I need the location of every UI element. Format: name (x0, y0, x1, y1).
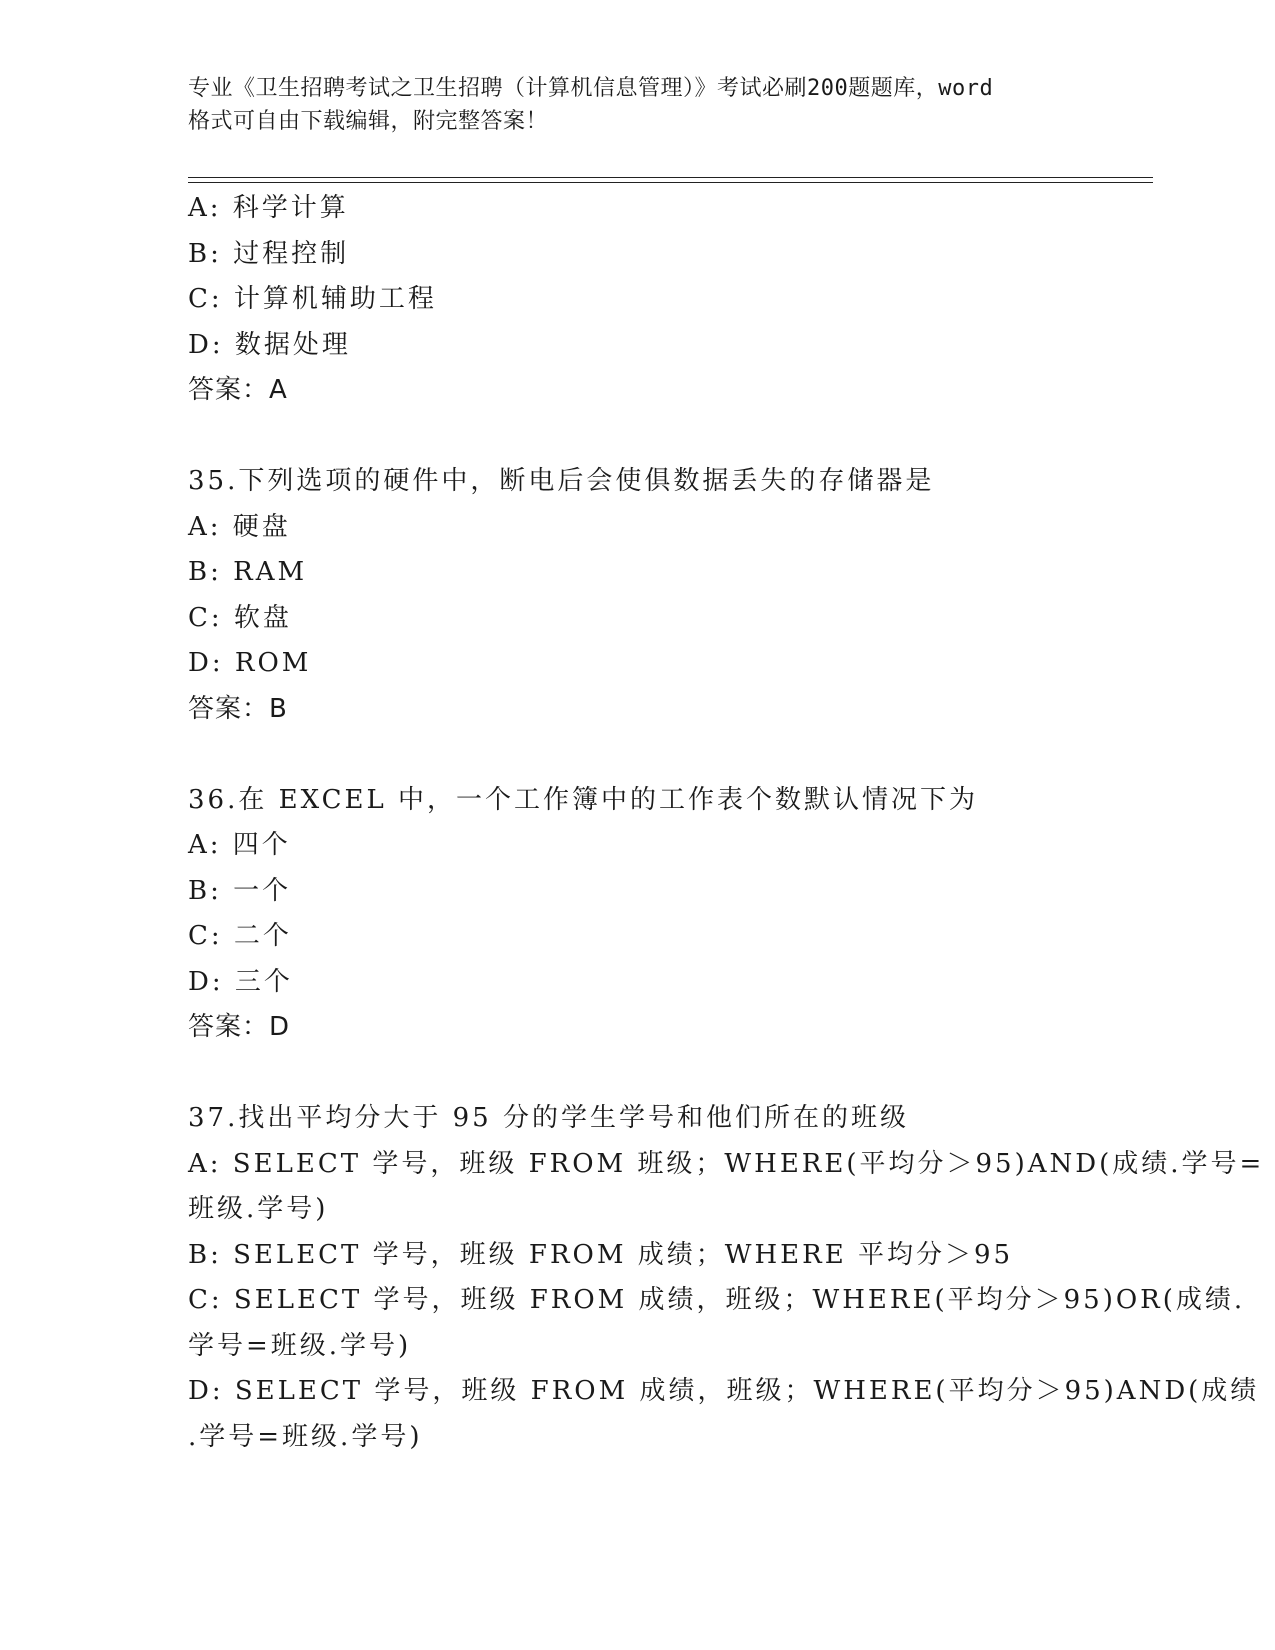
q36-question: 36.在 EXCEL 中，一个工作簿中的工作表个数默认情况下为 (188, 784, 979, 815)
q37-option-c-continued: 学号=班级.学号) (188, 1330, 412, 1361)
q37-option-c: C: SELECT 学号，班级 FROM 成绩，班级；WHERE(平均分＞95)OR(成绩. (188, 1285, 1246, 1315)
q37-option-a-continued: 班级.学号) (188, 1194, 329, 1224)
header-divider-bottom (188, 182, 1153, 183)
header-line-2: 格式可自由下载编辑，附完整答案！ (188, 109, 549, 134)
q36-option-d: D: 三个 (188, 966, 293, 997)
question-list (188, 186, 1265, 1460)
q34-answer: 答案：A (188, 375, 288, 405)
q35-option-c: C: 软盘 (188, 602, 292, 633)
q34-option-d: D: 数据处理 (188, 329, 351, 360)
q35-answer: 答案：B (188, 693, 288, 724)
q34-option-a: A: 科学计算 (188, 193, 349, 223)
q35-option-b: B: RAM (188, 557, 308, 587)
header-divider-top (188, 177, 1153, 178)
q37-option-b: B: SELECT 学号，班级 FROM 成绩；WHERE 平均分＞95 (188, 1239, 1014, 1270)
q36-option-c: C: 二个 (188, 921, 292, 951)
q36-answer: 答案：D (188, 1012, 291, 1042)
q34-option-b: B: 过程控制 (188, 238, 350, 269)
q35-option-d: D: ROM (188, 648, 312, 678)
document-header (188, 72, 1088, 138)
q37-option-a: A: SELECT 学号，班级 FROM 班级；WHERE(平均分＞95)AND(成绩.学号= (188, 1148, 1265, 1179)
q36-option-a: A: 四个 (188, 830, 291, 860)
q37-option-d: D: SELECT 学号，班级 FROM 成绩，班级；WHERE(平均分＞95)AND(成绩 (188, 1376, 1260, 1406)
q34-option-c: C: 计算机辅助工程 (188, 284, 437, 314)
spacer (188, 732, 1088, 778)
q37-option-d-continued: .学号=班级.学号) (188, 1421, 423, 1452)
header-line-1: 专业《卫生招聘考试之卫生招聘（计算机信息管理）》考试必刷200题题库，word (188, 76, 994, 101)
q36-option-b: B: 一个 (188, 875, 292, 906)
q37-question: 37.找出平均分大于 95 分的学生学号和他们所在的班级 (188, 1103, 909, 1133)
spacer (188, 1051, 1088, 1097)
q35-question: 35.下列选项的硬件中，断电后会使俱数据丢失的存储器是 (188, 466, 935, 496)
spacer (188, 414, 1088, 460)
q35-option-a: A: 硬盘 (188, 511, 291, 542)
